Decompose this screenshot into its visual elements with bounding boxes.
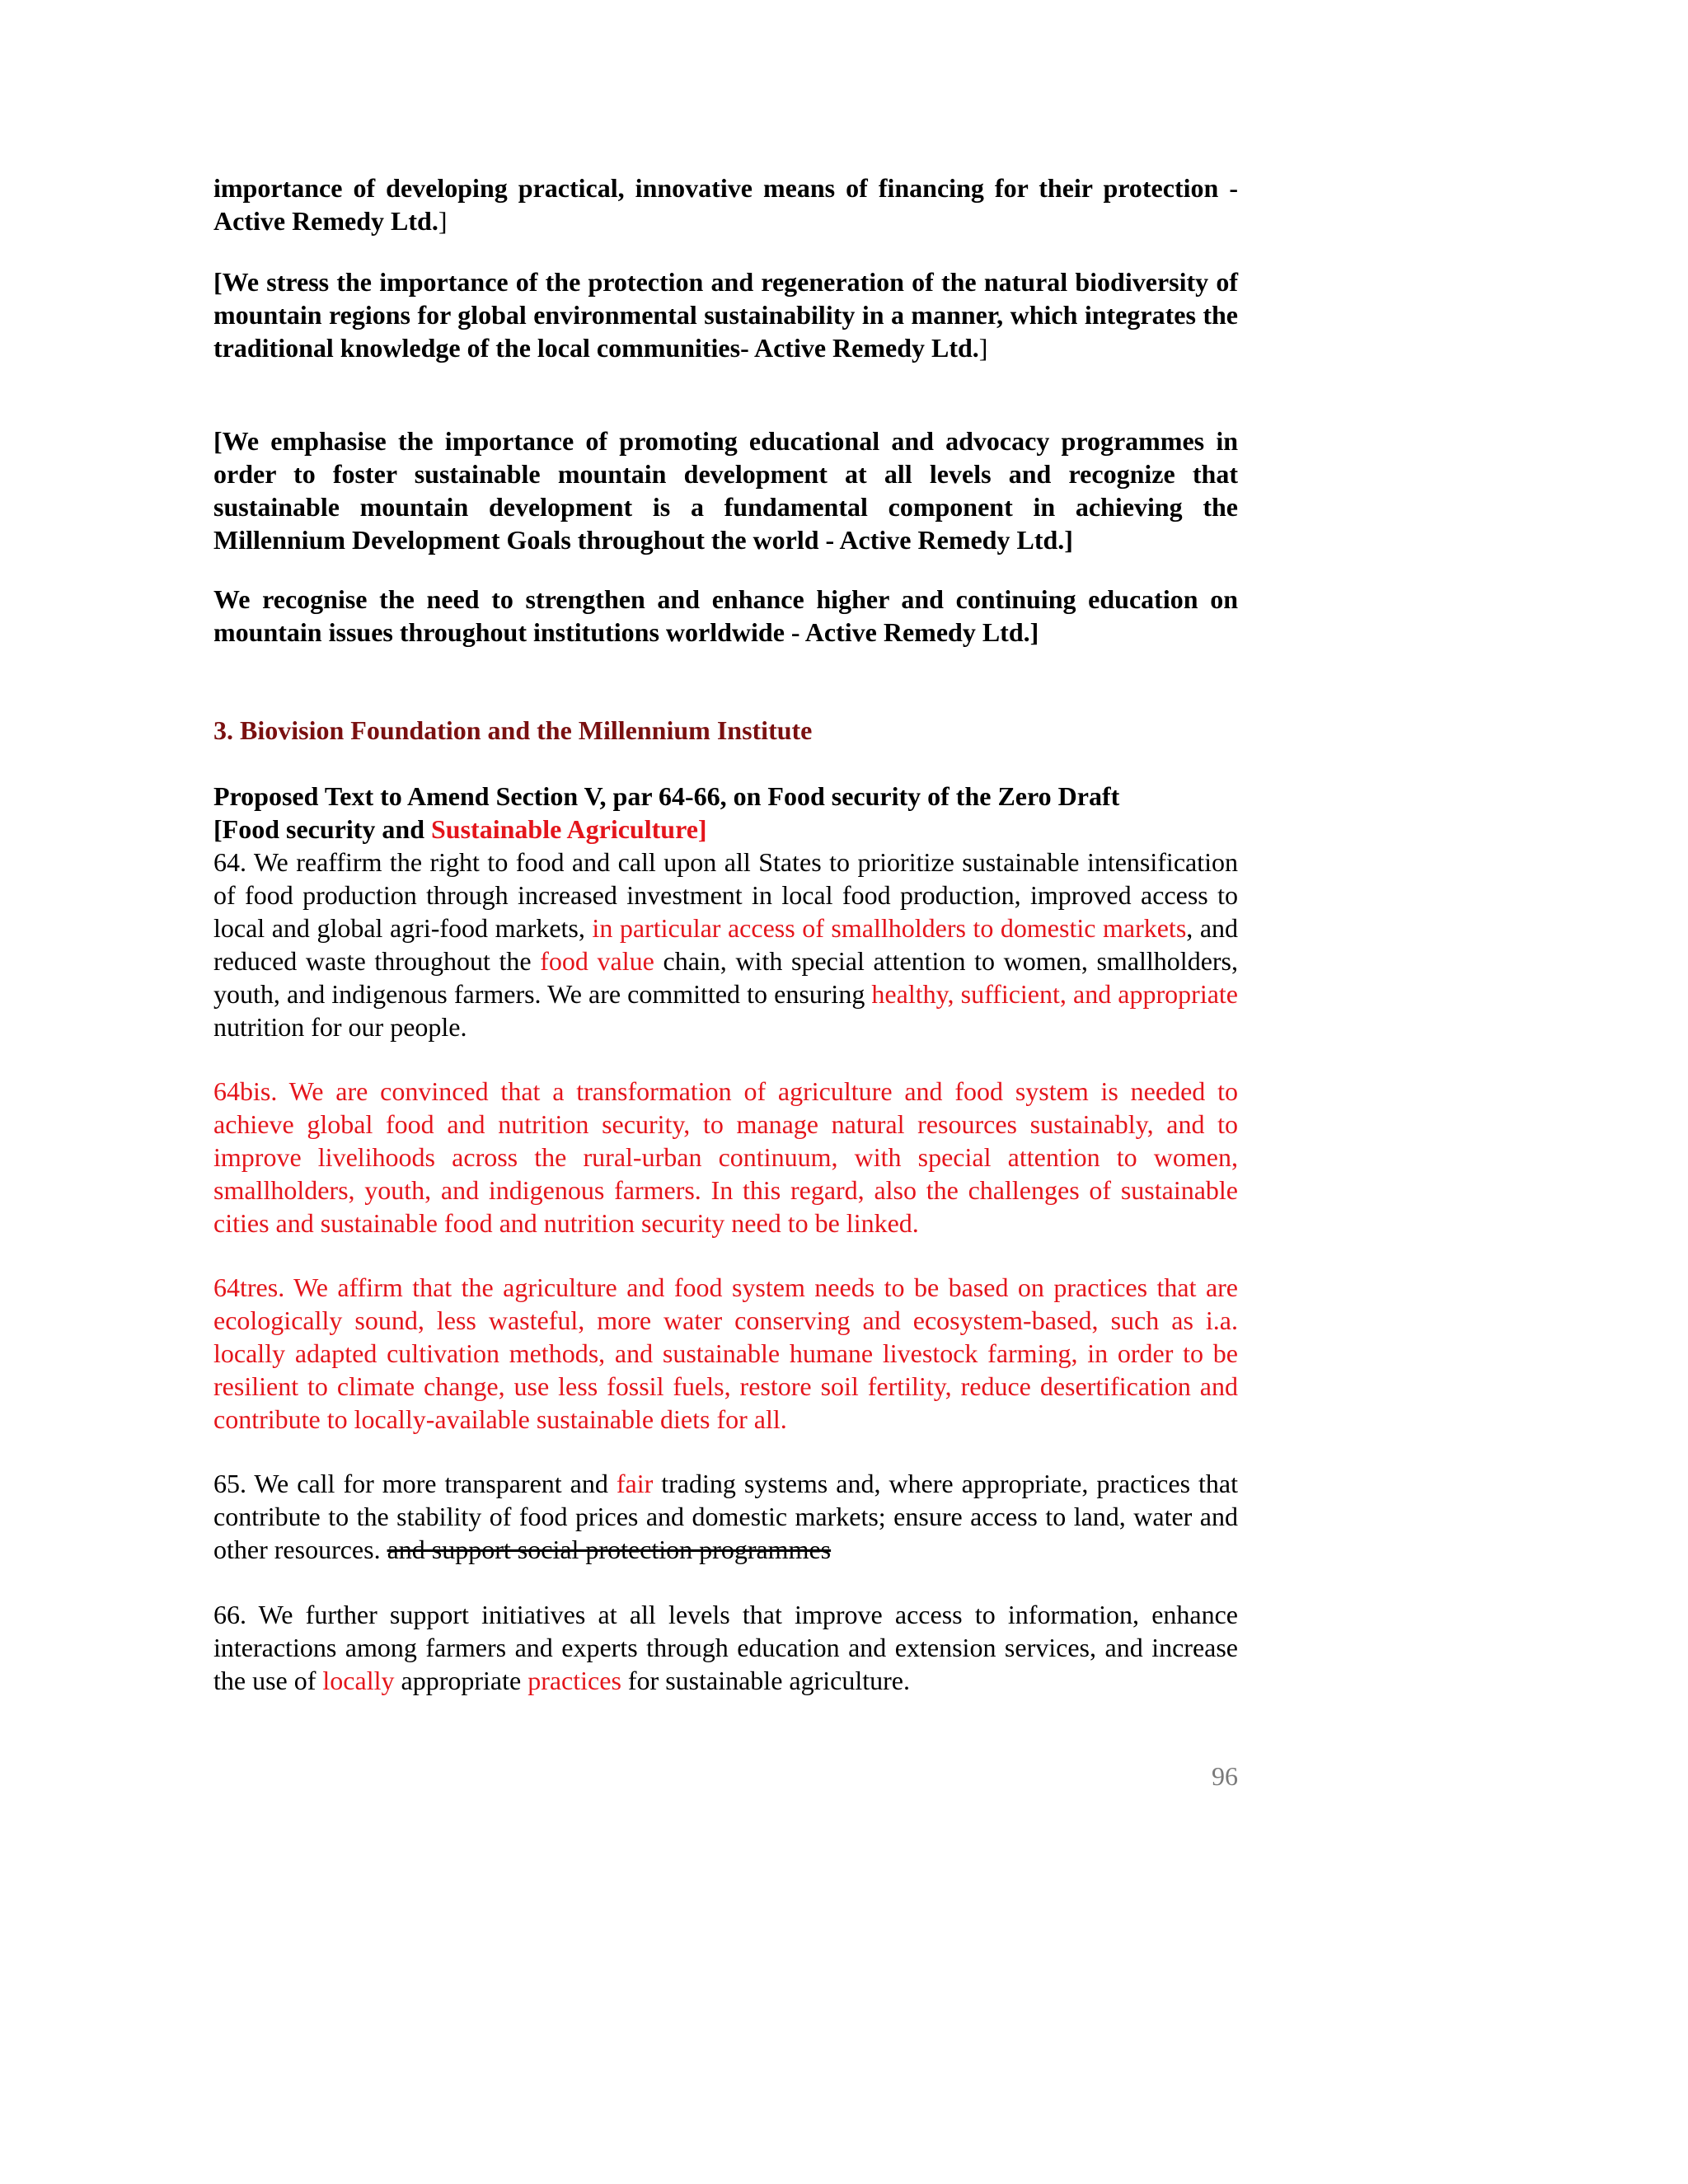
bracket-close: ] [978, 333, 988, 363]
deleted-text: and support social protection programmes [387, 1535, 832, 1564]
proposal-title-line2: [Food security and [213, 814, 431, 844]
paragraph-financing [213, 171, 1238, 237]
paragraph-64-text: 64. We reaffirm the right to food and call upon all States to prioritize sustainable intensification of food production through increased investment in local food production, improved access to local and global agri-food markets, [213, 847, 1238, 943]
paragraph-66-text: appropriate [394, 1666, 528, 1695]
proposal-title-insertion: Sustainable Agriculture] [431, 814, 707, 844]
paragraph-education-advocacy [213, 424, 1238, 556]
insertion-text: healthy, sufficient, and appropriate [871, 979, 1239, 1009]
insertion-text: food value [540, 946, 654, 976]
section-heading-text: 3. Biovision Foundation and the Millennium Institute [213, 715, 813, 745]
proposal-title-line1: Proposed Text to Amend Section V, par 64-66, on Food security of the Zero Draft [213, 781, 1120, 811]
paragraph-66-text: for sustainable agriculture. [621, 1666, 910, 1695]
bracket-close: ] [438, 206, 448, 236]
insertion-text: locally [322, 1666, 395, 1695]
proposal-title [213, 780, 1238, 846]
paragraph-64bis-text: 64bis. We are convinced that a transformation of agriculture and food system is needed to achieve global food and nutrition security, to manage natural resources sustainably, and to improve livelihoods across the rural-urban continuum, with special attention to women, smallholders, youth, and indigenous farmers. In this regard, also the challenges of sustainable cities and sustainable food and nutrition security need to be linked. [213, 1076, 1238, 1238]
paragraph-64tres [213, 1271, 1238, 1436]
paragraph-biodiversity [213, 265, 1238, 364]
paragraph-66-text: 66. We further support initiatives at all levels that improve access to information, enhance interactions among farmers and experts through education and extension services, and increase the use of [213, 1600, 1238, 1695]
insertion-text: in particular access of smallholders to domestic markets [592, 913, 1187, 943]
paragraph-higher-education-text: We recognise the need to strengthen and enhance higher and continuing education on mountain issues throughout institutions worldwide - Active Remedy Ltd.] [213, 584, 1238, 647]
paragraph-64 [213, 846, 1238, 1043]
paragraph-financing-text: importance of developing practical, innovative means of financing for their protection - Active Remedy Ltd. [213, 173, 1238, 236]
insertion-text: practices [528, 1666, 621, 1695]
paragraph-64bis [213, 1075, 1238, 1240]
page-number: 96 [1212, 1761, 1238, 1791]
paragraph-higher-education [213, 583, 1238, 649]
paragraph-64-text: nutrition for our people. [213, 1012, 467, 1042]
paragraph-65 [213, 1467, 1238, 1566]
paragraph-65-text: trading systems and, where appropriate, practices that contribute to the stability of food prices and domestic markets; ensure access to land, water and other resources. [213, 1469, 1239, 1564]
paragraph-64-text: , and reduced waste throughout the [213, 913, 1239, 976]
section-heading [213, 714, 1238, 747]
paragraph-education-advocacy-text: [We emphasise the importance of promoting educational and advocacy programmes in order to foster sustainable mountain development at all levels and recognize that sustainable mountain development is a fundamental component in achieving the Millennium Development Goals throughout the world - Active Remedy Ltd.] [213, 426, 1238, 555]
paragraph-64tres-text: 64tres. We affirm that the agriculture and food system needs to be based on practices that are ecologically sound, less wasteful, more water conserving and ecosystem-based, such as i.a. locally adapted cultivation methods, and sustainable humane livestock farming, in order to be resilient to climate change, use less fossil fuels, restore soil fertility, reduce desertification and contribute to locally-available sustainable diets for all. [213, 1272, 1238, 1434]
insertion-text: fair [616, 1469, 654, 1498]
paragraph-biodiversity-text: [We stress the importance of the protection and regeneration of the natural biodiversity of mountain regions for global environmental sustainability in a manner, which integrates the traditional knowledge of the local communities- Active Remedy Ltd. [213, 267, 1238, 363]
paragraph-66 [213, 1598, 1238, 1697]
paragraph-65-text: 65. We call for more transparent and [213, 1469, 617, 1498]
paragraph-64-text: chain, with special attention to women, smallholders, youth, and indigenous farmers. We are committed to ensuring [213, 946, 1239, 1009]
